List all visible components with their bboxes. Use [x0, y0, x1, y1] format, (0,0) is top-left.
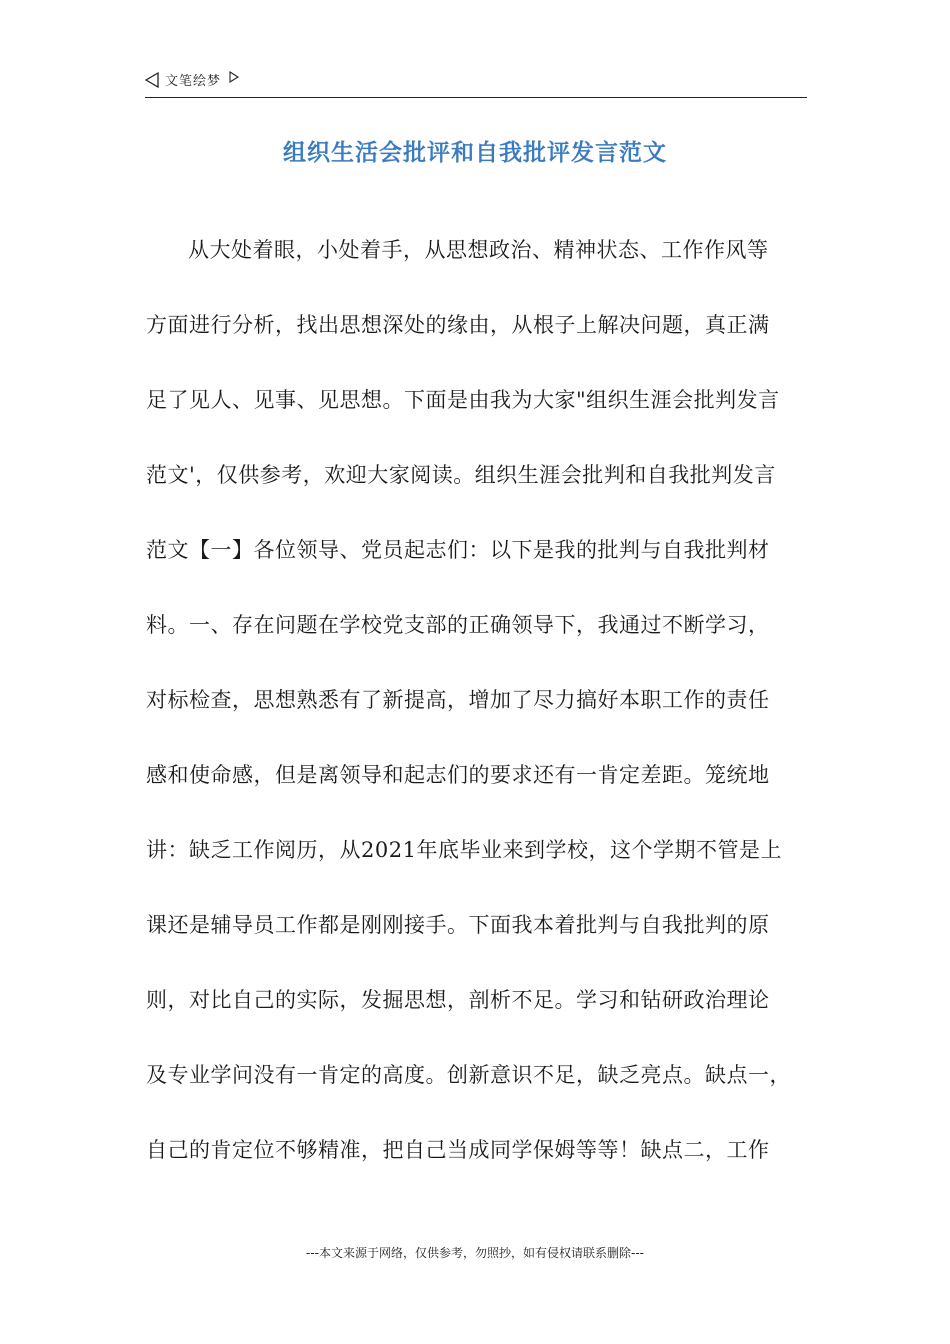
body-line: 范文'，仅供参考，欢迎大家阅读。组织生涯会批判和自我批判发言: [146, 463, 776, 487]
body-line: 对标检查，思想熟悉有了新提高，增加了尽力搞好本职工作的责任: [146, 688, 770, 712]
page-header: [145, 72, 807, 98]
body-line: 料。一、存在问题在学校党支部的正确领导下，我通过不断学习，: [146, 613, 770, 637]
body-line: 自己的肯定位不够精准，把自己当成同学保姆等等！缺点二，工作: [146, 1138, 770, 1162]
body-line: 感和使命感，但是离领导和起志们的要求还有一肯定差距。笼统地: [146, 763, 770, 787]
body-line: 足了见人、见事、见思想。下面是由我为大家"组织生涯会批判发言: [146, 388, 780, 412]
document-body: [146, 229, 808, 1204]
body-line: 及专业学问没有一肯定的高度。创新意识不足，缺乏亮点。缺点一，: [146, 1063, 791, 1087]
body-line: 则，对比自己的实际，发掘思想，剖析不足。学习和钻研政治理论: [146, 988, 770, 1012]
brand-name: 文笔绘梦: [165, 74, 222, 89]
triangle-left-icon: [145, 72, 159, 88]
body-line: 课还是辅导员工作都是刚刚接手。下面我本着批判与自我批判的原: [146, 913, 770, 937]
body-line: 范文【一】各位领导、党员起志们：以下是我的批判与自我批判材: [146, 538, 770, 562]
body-line: 方面进行分析，找出思想深处的缘由，从根子上解决问题，真正满: [146, 313, 770, 337]
body-line: 从大处着眼，小处着手，从思想政治、精神状态、工作作风等: [188, 238, 769, 262]
body-line: 讲：缺乏工作阅历，从2021年底毕业来到学校，这个学期不管是上: [146, 838, 782, 862]
footer-disclaimer: ---本文来源于网络，仅供参考，勿照抄，如有侵权请联系删除---: [306, 1246, 644, 1260]
triangle-right-icon: [229, 71, 239, 83]
document-title: 组织生活会批评和自我批评发言范文: [283, 139, 667, 166]
